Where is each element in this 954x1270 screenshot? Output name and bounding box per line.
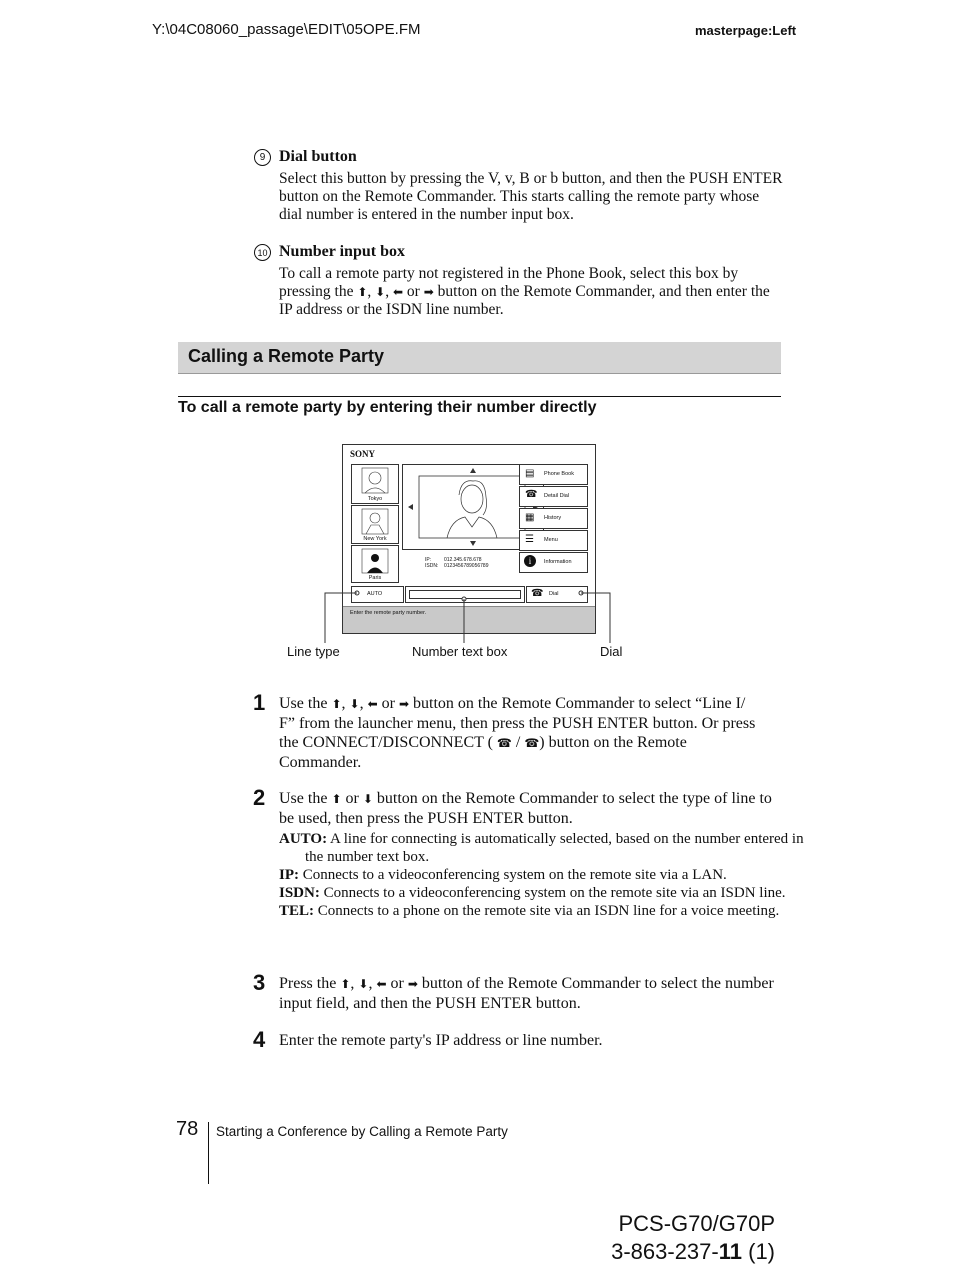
arrow-down-icon: ⬇ — [358, 977, 369, 991]
menu-menu: ☰ Menu — [519, 530, 588, 551]
arrow-right-icon: ➡ — [407, 977, 418, 991]
site-thumbnail-paris: Paris — [351, 545, 399, 583]
masterpage-label: masterpage:Left — [695, 23, 797, 38]
callout-number-text-box: Number text box — [412, 644, 508, 659]
portrait-icon — [352, 465, 398, 495]
page-number: 78 — [176, 1118, 199, 1140]
menu-detail-dial: ☎ Detail Dial — [519, 486, 588, 507]
arrow-up-icon: ⬆ — [331, 697, 342, 711]
dial-button-description: Select this button by pressing the V, v, B or b button, and then the PUSH ENTER button on the Remote Commander. This starts calling the remote party whose dial number is entered in the number input box. — [279, 170, 783, 223]
step-4-text: Enter the remote party's IP address or line number. — [279, 1032, 603, 1049]
menu-history: ▦ History — [519, 508, 588, 529]
menu-information: i Information — [519, 552, 588, 573]
arrow-down-icon: ⬇ — [349, 697, 360, 711]
section-title: Calling a Remote Party — [188, 346, 385, 366]
step-1-number: 1 — [253, 690, 266, 715]
option-tel: TEL: Connects to a phone on the remote site via an ISDN line for a voice meeting. — [279, 903, 780, 919]
dial-button-figure: ☎ Dial — [526, 586, 588, 603]
option-auto: AUTO: A line for connecting is automatically selected, based on the number entered in the number text box. — [279, 831, 804, 865]
item-number-10: 10 — [254, 244, 271, 261]
address-info: IP: 012.345.678.678 ISDN: 0123456789056789 — [425, 557, 489, 569]
arrow-left-icon: ⬅ — [376, 977, 387, 991]
number-input-box-title: Number input box — [279, 243, 405, 260]
history-icon: ▦ — [525, 512, 535, 523]
step-2-number: 2 — [253, 785, 266, 810]
telephone-icon: ☎ — [531, 588, 544, 599]
step-3-number: 3 — [253, 970, 266, 995]
arrow-down-icon: ⬇ — [362, 792, 373, 806]
sony-logo: SONY — [350, 449, 376, 459]
arrow-right-icon: ➡ — [423, 285, 434, 299]
callout-dial: Dial — [600, 644, 623, 659]
phone-book-icon: ▤ — [525, 468, 535, 479]
footer-divider — [208, 1122, 209, 1184]
number-input-box-description: To call a remote party not registered in the Phone Book, select this box by pressing the ⬆, ⬇, ⬅ or ➡ button on the Remote Commander, and then enter the IP address or the ISDN line number. — [279, 265, 770, 318]
menu-phone-book: ▤ Phone Book — [519, 464, 588, 485]
option-isdn: ISDN: Connects to a videoconferencing system on the remote site via an ISDN line. — [279, 885, 786, 901]
subheading: To call a remote party by entering their number directly — [178, 399, 597, 416]
divider — [178, 396, 781, 397]
line-type-options — [279, 830, 805, 920]
status-bar: Enter the remote party number. — [343, 606, 595, 633]
site-thumbnail-tokyo: Tokyo — [351, 464, 399, 504]
item-number-9: 9 — [254, 149, 271, 166]
step-3-text: Press the ⬆, ⬇, ⬅ or ➡ button of the Remote Commander to select the number input field, and then the PUSH ENTER button. — [279, 975, 774, 1012]
option-ip: IP: Connects to a videoconferencing system on the remote site via a LAN. — [279, 867, 727, 883]
line-type-selector: AUTO — [351, 586, 404, 603]
connect-icon: ☎ — [496, 736, 512, 750]
footer-chapter-title: Starting a Conference by Calling a Remote Party — [216, 1124, 508, 1139]
info-icon: i — [524, 555, 536, 567]
arrow-up-icon: ⬆ — [357, 285, 368, 299]
telephone-icon: ☎ — [525, 489, 538, 500]
model-info: PCS-G70/G70P 3-863-237-11 (1) — [611, 1211, 775, 1264]
step-1-text: Use the ⬆, ⬇, ⬅ or ➡ button on the Remote Commander to select “Line I/ F” from the launcher menu, then press the PUSH ENTER button. Or press the CONNECT/DISCONNECT ( ☎ / ☎) button on the Remote Commander. — [279, 695, 756, 771]
portrait-icon — [352, 506, 398, 536]
callout-line-type: Line type — [287, 644, 340, 659]
arrow-up-icon: ⬆ — [340, 977, 351, 991]
menu-list-icon: ☰ — [525, 534, 534, 545]
step-4-number: 4 — [253, 1027, 266, 1052]
file-path: Y:\04C08060_passage\EDIT\05OPE.FM — [152, 21, 421, 38]
arrow-up-icon: ⬆ — [331, 792, 342, 806]
arrow-down-icon: ⬇ — [375, 285, 386, 299]
disconnect-icon: ☎ — [524, 736, 540, 750]
arrow-left-icon: ⬅ — [367, 697, 378, 711]
step-2-text: Use the ⬆ or ⬇ button on the Remote Commander to select the type of line to be used, then press the PUSH ENTER button. — [279, 790, 772, 827]
dial-button-title: Dial button — [279, 148, 357, 165]
arrow-right-icon: ➡ — [398, 697, 410, 711]
section-heading — [178, 342, 781, 374]
site-thumbnail-new-york: New York — [351, 505, 399, 544]
arrow-left-icon: ⬅ — [392, 285, 404, 299]
portrait-icon — [352, 546, 398, 574]
